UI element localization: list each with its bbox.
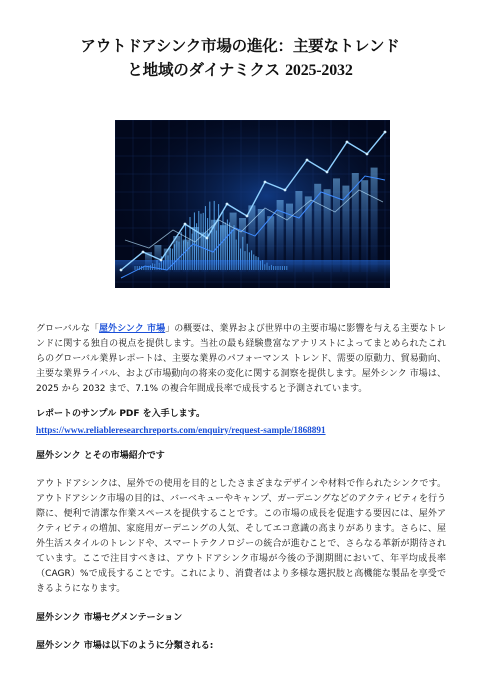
document-body	[36, 322, 446, 654]
hero-point	[264, 181, 267, 184]
hero-point	[246, 215, 249, 218]
section-heading-segmentation: 屋外シンク 市場セグメンテーション	[36, 612, 183, 623]
hero-bar	[352, 173, 359, 272]
hero-bar	[324, 189, 331, 272]
hero-point	[346, 141, 349, 144]
title-line-1: アウトドアシンク市場の進化：主要なトレンド	[80, 37, 400, 55]
hero-bar	[342, 186, 349, 272]
hero-point	[142, 251, 145, 254]
page-title	[30, 34, 450, 83]
hero-point	[384, 131, 387, 134]
hero-bar	[295, 191, 302, 272]
hero-point	[326, 171, 329, 174]
hero-point	[366, 153, 369, 156]
hero-point	[184, 223, 187, 226]
hero-point	[160, 259, 163, 262]
hero-point	[226, 203, 229, 206]
hero-bar	[333, 178, 340, 272]
hero-bar	[314, 184, 321, 272]
hero-point	[284, 189, 287, 192]
section-heading-classification: 屋外シンク 市場は以下のように分類される:	[36, 640, 214, 651]
hero-point	[206, 237, 209, 240]
title-line-2	[30, 58, 450, 83]
intro-rest: 」の概要は、業界および世界中の主要市場に影響を与える主要なトレンドに関する独自の視点を提供します。当社の最も経験豊富なアナリストによってまとめられたこれらのグローバル業界レポートは、主要な業界のパフォーマンス トレンド、需要の原動力、貿易動向、主要な業界ライバル、および市場動向の将来の変化に関する洞察を提供します。屋外シンク 市場は、2025 から 2032 まで、7.1% の複合年間成長率で成長すると予測されています。	[36, 324, 446, 395]
hero-point	[306, 159, 309, 162]
hero-point	[120, 269, 123, 272]
hero-bar	[371, 168, 378, 272]
market-intro-paragraph: アウトドアシンクは、屋外での使用を目的としたさまざまなデザインや材料で作られたシンクです。アウトドアシンク市場の目的は、バーベキューやキャンプ、ガーデニングなどのアクティビティを行う際に、便利で清潔な作業スペースを提供することです。この市場の成長を促進する要因には、屋外アクティビティの増加、家庭用ガーデニングの人気、そしてエコ意識の高まりがあります。さらに、屋外生活スタイルのトレンドや、スマートテクノロジーの統合が進むことで、さらなる革新が期待されています。ここで注目すべきは、アウトドアシンク市場が今後の予測期間において、年平均成長率（CAGR）%で成長することです。これにより、消費者はより多様な選択肢と高機能な製品を享受できるようになります。	[36, 478, 446, 595]
section-heading-intro: 屋外シンク とその市場紹介です	[36, 450, 165, 461]
hero-chart-image	[115, 120, 390, 288]
title-line-2-text: と地域のダイナミクス	[127, 61, 286, 79]
sample-request-link[interactable]: https://www.reliableresearchreports.com/enquiry/request-sample/1868891	[36, 424, 326, 435]
market-link[interactable]: 屋外シンク 市場	[98, 324, 166, 334]
title-years: 2025-2032	[285, 62, 353, 79]
intro-prefix: グローバルな「	[36, 324, 99, 334]
sample-pdf-title: レポートのサンプル PDF を入手します。	[36, 409, 205, 420]
intro-paragraph	[36, 322, 446, 397]
